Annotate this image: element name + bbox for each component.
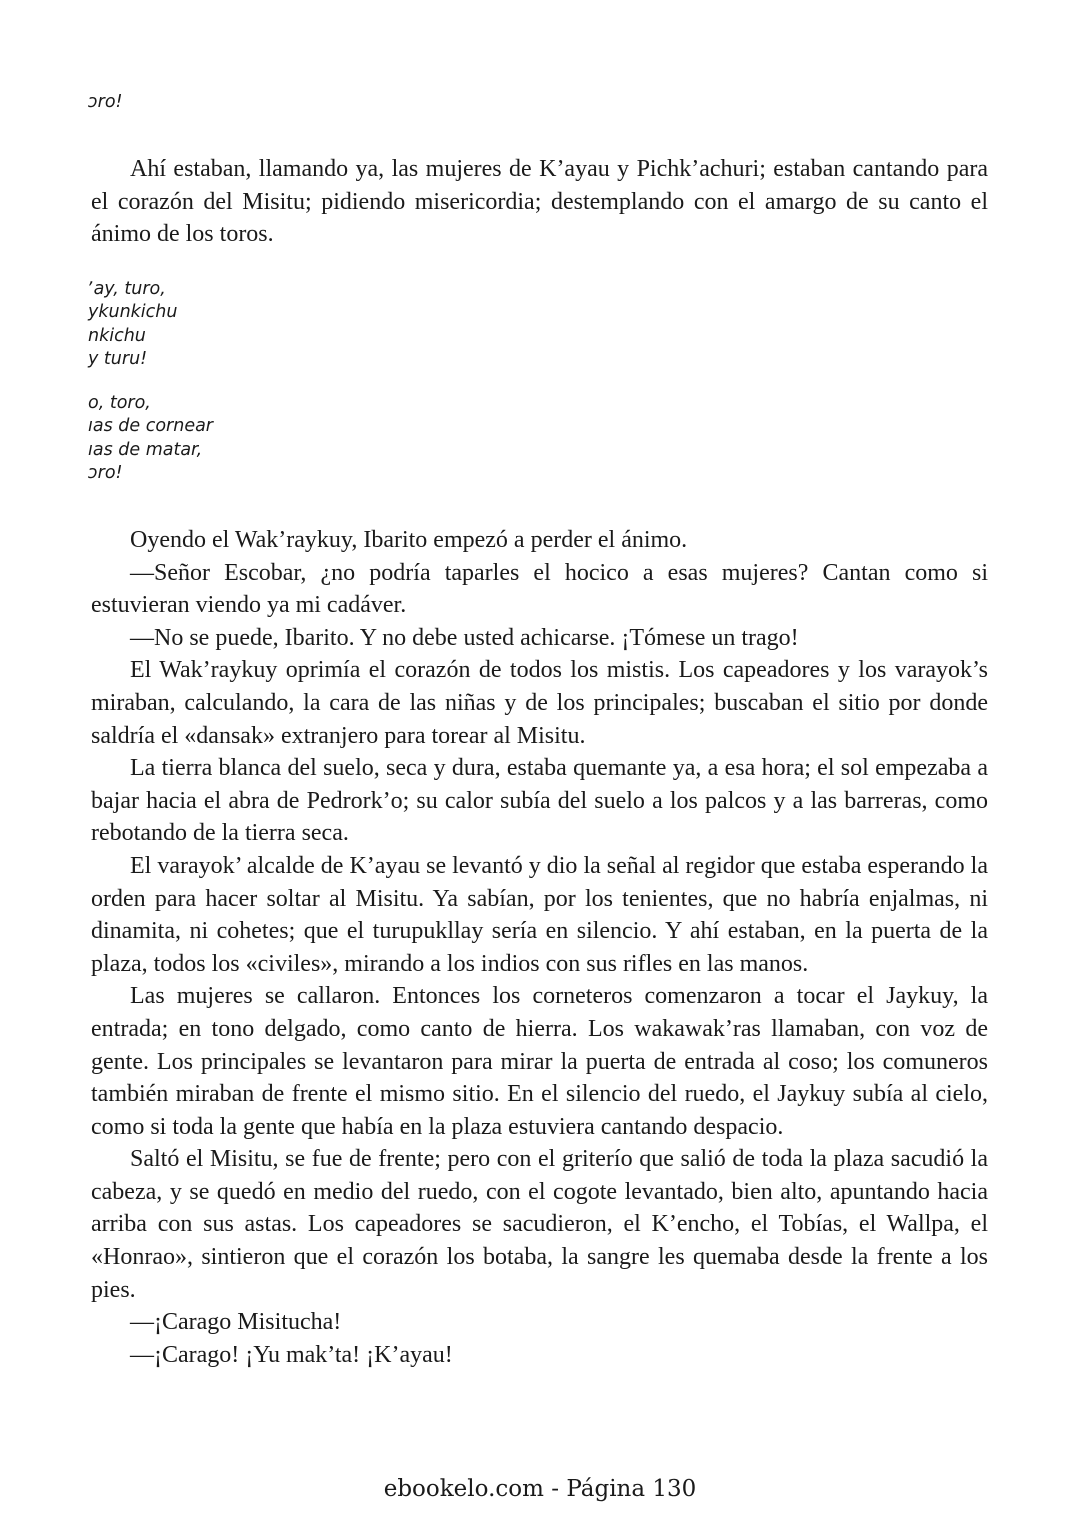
verse-line: ɔro! bbox=[88, 462, 123, 483]
song-stanza-quechua bbox=[88, 278, 177, 371]
opening-text-block bbox=[91, 153, 988, 251]
verse-fragment-top: ɔro! bbox=[88, 92, 123, 112]
verse-line: nkichu bbox=[88, 325, 146, 346]
verse-line: y turu! bbox=[88, 348, 148, 369]
paragraph: Saltó el Misitu, se fue de frente; pero con el griterío que salió de toda la plaza sacudió la cabeza, y se quedó en medio del ruedo, con el cogote levantado, bien alto, apuntando hacia arriba con sus astas. Los capeadores se sacudieron, el K’encho, el Tobías, el Wallpa, el «Honrao», sintieron que el corazón los botaba, la sangre les quemaba desde la frente a los pies. bbox=[91, 1146, 988, 1303]
song-stanza-spanish bbox=[88, 392, 213, 485]
verse-line: ıas de matar, bbox=[88, 439, 203, 460]
opening-paragraph: Ahí estaban, llamando ya, las mujeres de K’ayau y Pichk’achuri; estaban cantando para el corazón del Misitu; pidiendo misericordia; destemplando con el amargo de su canto el ánimo de los toros. bbox=[91, 156, 988, 248]
main-text-block bbox=[91, 524, 988, 1371]
verse-line: ykunkichu bbox=[88, 302, 178, 323]
paragraph: El Wak’raykuy oprimía el corazón de todos los mistis. Los capeadores y los varayok’s miraban, calculando, la cara de las niñas y de los principales; buscaban el sitio por donde saldría el «dansak» extranjero para torear al Misitu. bbox=[91, 657, 988, 749]
paragraph: Las mujeres se callaron. Entonces los corneteros comenzaron a tocar el Jaykuy, la entrada; en tono delgado, como canto de hierra. Los wakawak’ras llamaban, con voz de gente. Los principales se levantaron para mirar la puerta de entrada al coso; los comuneros también miraban de frente el mismo sitio. En el silencio del ruedo, el Jaykuy subía al cielo, como si toda la gente que había en la plaza estuviera cantando despacio. bbox=[91, 983, 988, 1140]
dialogue-line: —No se puede, Ibarito. Y no debe usted achicarse. ¡Tómese un trago! bbox=[130, 624, 799, 651]
dialogue-line: —Señor Escobar, ¿no podría taparles el hocico a esas mujeres? Cantan como si estuvieran viendo ya mi cadáver. bbox=[91, 559, 988, 619]
paragraph: La tierra blanca del suelo, seca y dura, estaba quemante ya, a esa hora; el sol empezaba a bajar hacia el abra de Pedrork’o; su calor subía del suelo a los palcos y a las barreras, como rebotando de la tierra seca. bbox=[91, 755, 988, 847]
paragraph: El varayok’ alcalde de K’ayau se levantó y dio la señal al regidor que estaba esperando la orden para hacer soltar al Misitu. Ya sabían, por los tenientes, que no habría enjalmas, ni dinamita, ni cohetes; que el turupukllay sería en silencio. Y ahí estaban, en la puerta de la plaza, todos los «civiles», mirando a los indios con sus rifles en las manos. bbox=[91, 852, 988, 977]
verse-line: ʼay, turo, bbox=[88, 279, 166, 299]
dialogue-line: —¡Carago! ¡Yu mak’ta! ¡K’ayau! bbox=[130, 1341, 453, 1368]
paragraph: Oyendo el Wak’raykuy, Ibarito empezó a perder el ánimo. bbox=[130, 527, 688, 553]
verse-line: o, toro, bbox=[88, 393, 151, 413]
verse-line: ıas de cornear bbox=[88, 416, 214, 437]
page-footer: ebookelo.com - Página 130 bbox=[383, 1476, 697, 1502]
dialogue-line: —¡Carago Misitucha! bbox=[130, 1309, 342, 1336]
